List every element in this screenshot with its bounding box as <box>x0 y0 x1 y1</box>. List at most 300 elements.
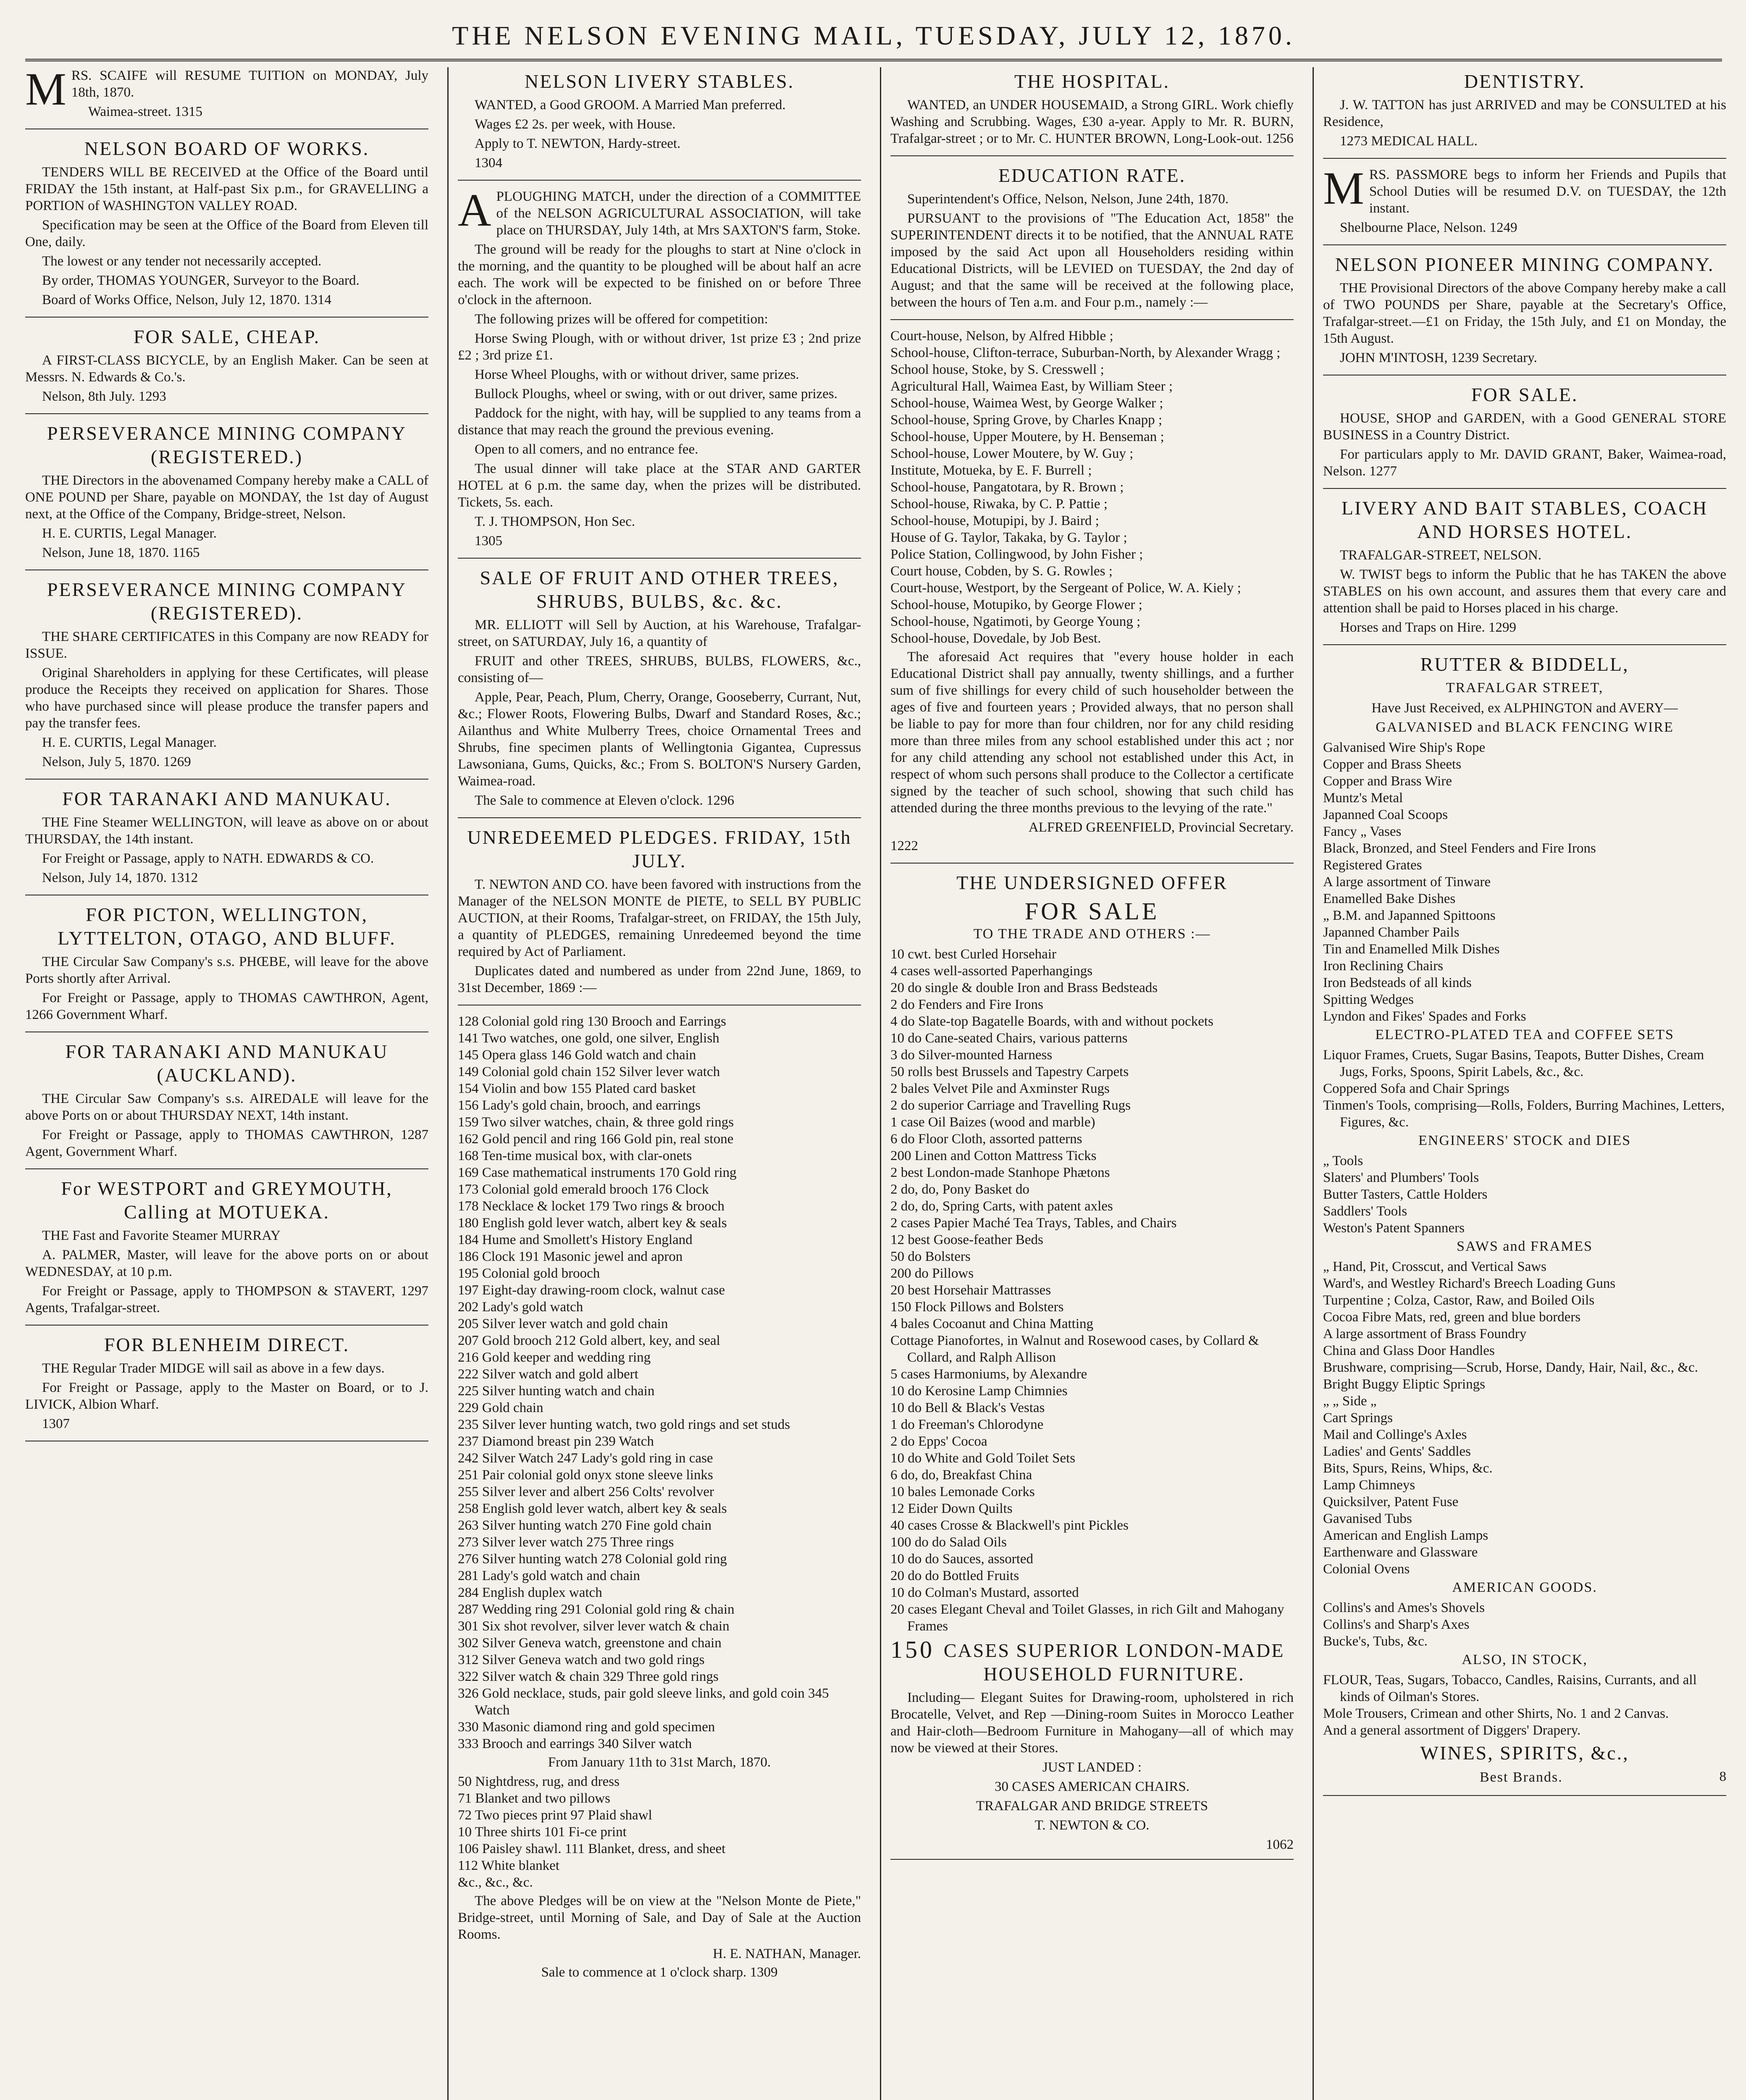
ad-paragraph: Waimea-street. 1315 <box>88 104 203 119</box>
pledge-item: 50 Nightdress, rug, and dress <box>458 1774 620 1789</box>
ad-paragraph: MRS. PASSMORE begs to inform her Friends and Pupils that School Duties will be resumed D.V. on TUESDAY, the 12th instant. <box>1323 163 1726 216</box>
ad-paragraph: THE Circular Saw Company's s.s. AIREDALE will leave for the above Ports on or about THURSDAY NEXT, 14th instant. <box>25 1091 428 1123</box>
ad-paragraph: By order, THOMAS YOUNGER, Surveyor to the Board. <box>42 273 360 288</box>
column-rule <box>880 67 881 2100</box>
offer-item: 5 cases Harmoniums, by Alexandre <box>890 1367 1087 1382</box>
ad-paragraph: For Freight or Passage, apply to THOMPSON & STAVERT, 1297 Agents, Trafalgar-street. <box>25 1284 428 1315</box>
goods-item: Fancy „ Vases <box>1323 824 1402 839</box>
ad-heading: FOR TARANAKI AND MANUKAU (AUCKLAND). <box>65 1041 389 1086</box>
ad-heading: For WESTPORT and GREYMOUTH, Calling at MOTUEKA. <box>61 1178 393 1223</box>
offer-item: 12 best Goose-feather Beds <box>890 1232 1043 1247</box>
masthead: THE NELSON EVENING MAIL, TUESDAY, JULY 12, 1870. <box>25 17 1722 61</box>
offer-item: 10 do White and Gold Toilet Sets <box>890 1451 1076 1466</box>
ad-heading: FOR BLENHEIM DIRECT. <box>104 1334 350 1355</box>
advertisement <box>458 184 861 559</box>
ad-paragraph: Wages £2 2s. per week, with House. <box>475 117 676 132</box>
goods-list <box>1323 1599 1726 1650</box>
offer-subtitle: TO THE TRADE AND OTHERS :— <box>973 926 1211 942</box>
school-item: School-house, Lower Moutere, by W. Guy ; <box>890 446 1134 461</box>
ad-paragraph: Horse Swing Plough, with or without driver, 1st prize £3 ; 2nd prize £2 ; 3rd prize £1. <box>458 331 861 363</box>
goods-item: Galvanised Wire Ship's Rope <box>1323 740 1486 755</box>
school-item: Court house, Cobden, by S. G. Rowles ; <box>890 564 1113 579</box>
offer-item: 2 do, do, Pony Basket do <box>890 1182 1029 1197</box>
goods-item: Tinmen's Tools, comprising—Rolls, Folders, Burring Machines, Letters, Figures, &c. <box>1323 1098 1725 1130</box>
goods-heading: ELECTRO-PLATED TEA and COFFEE SETS <box>1375 1027 1674 1042</box>
offer-title: THE UNDERSIGNED OFFER <box>956 872 1228 893</box>
goods-heading: SAWS and FRAMES <box>1457 1239 1593 1254</box>
goods-item: Muntz's Metal <box>1323 790 1403 806</box>
ad-paragraph: TRAFALGAR-STREET, NELSON. <box>1340 548 1542 563</box>
ad-paragraph: THE Fine Steamer WELLINGTON, will leave as above on or about THURSDAY, the 14th instant. <box>25 815 428 847</box>
ad-paragraph: For Freight or Passage, apply to THOMAS CAWTHRON, Agent, 1266 Government Wharf. <box>25 990 428 1022</box>
goods-item: Black, Bronzed, and Steel Fenders and Fire Irons <box>1323 841 1596 856</box>
offer-item: 10 cwt. best Curled Horsehair <box>890 947 1056 962</box>
goods-item: Iron Reclining Chairs <box>1323 958 1443 974</box>
ad-paragraph: MR. ELLIOTT will Sell by Auction, at his Warehouse, Trafalgar-street, on SATURDAY, July 16, a quantity of <box>458 617 861 649</box>
goods-item: Iron Bedsteads of all kinds <box>1323 975 1472 990</box>
pledge-item: 255 Silver lever and albert 256 Colts' revolver <box>458 1484 714 1499</box>
ad-paragraph: Nelson, June 18, 1870. 1165 <box>42 545 200 560</box>
education-tail <box>890 648 1294 864</box>
goods-item: Japanned Chamber Pails <box>1323 925 1460 940</box>
ad-paragraph: Specification may be seen at the Office of the Board from Eleven till One, daily. <box>25 218 428 249</box>
ad-heading: NELSON BOARD OF WORKS. <box>84 138 370 159</box>
pledge-item: 273 Silver lever watch 275 Three rings <box>458 1535 674 1550</box>
offer-item: 4 bales Cocoanut and China Matting <box>890 1316 1093 1331</box>
ad-paragraph: H. E. CURTIS, Legal Manager. <box>42 526 217 541</box>
ad-paragraph: T. NEWTON AND CO. have been favored with instructions from the Manager of the NELSON MONTE de PIETE, to SELL BY PUBLIC AUCTION, at their Rooms, Trafalgar-street, on FRIDAY, the 15th July, a quantity of PLEDGES, remaining Unredeemed beyond the time required by Act of Parliament. <box>458 877 861 959</box>
ad-paragraph: THE SHARE CERTIFICATES in this Company are now READY for ISSUE. <box>25 629 428 661</box>
school-item: School-house, Ngatimoti, by George Young ; <box>890 614 1141 629</box>
goods-item: Collins's and Sharp's Axes <box>1323 1617 1470 1632</box>
best-brands: Best Brands. <box>1479 1769 1563 1785</box>
ad-heading: FOR TARANAKI AND MANUKAU. <box>62 788 391 809</box>
goods-item: Mail and Collinge's Axles <box>1323 1427 1467 1442</box>
ad-paragraph: Duplicates dated and numbered as under from 22nd June, 1869, to 31st December, 1869 :— <box>458 963 861 995</box>
offer-item: 10 do Kerosine Lamp Chimnies <box>890 1383 1068 1399</box>
school-item: School-house, Clifton-terrace, Suburban-North, by Alexander Wragg ; <box>890 345 1281 360</box>
offer-item: 20 best Horsehair Mattrasses <box>890 1283 1051 1298</box>
ad-paragraph: 1307 <box>42 1416 70 1431</box>
advertisement <box>1323 163 1726 245</box>
ad-paragraph: TENDERS WILL BE RECEIVED at the Office of the Board until FRIDAY the 15th instant, at Half-past Six p.m., for GRAVELLING a PORTION of WASHINGTON VALLEY ROAD. <box>25 165 428 213</box>
pledge-item: 330 Masonic diamond ring and gold specimen <box>458 1719 715 1735</box>
rutter-ad <box>1323 653 1726 1796</box>
goods-item: And a general assortment of Diggers' Drapery. <box>1323 1723 1581 1738</box>
pledge-item: 281 Lady's gold watch and chain <box>458 1568 640 1583</box>
advertisement <box>890 70 1294 156</box>
offer-item: 10 do Bell & Black's Vestas <box>890 1400 1045 1415</box>
offer-item: Cottage Pianofortes, in Walnut and Rosewood cases, by Collard & Collard, and Ralph Allison <box>890 1333 1259 1365</box>
offer-item: 6 do, do, Breakfast China <box>890 1467 1032 1483</box>
goods-item: Japanned Coal Scoops <box>1323 807 1448 822</box>
rutter-intro: Have Just Received, ex ALPHINGTON and AVERY— <box>1371 701 1678 716</box>
goods-item: Cart Springs <box>1323 1410 1393 1425</box>
pledge-item: 322 Silver watch & chain 329 Three gold rings <box>458 1669 719 1684</box>
goods-item: Lyndon and Fikes' Spades and Forks <box>1323 1009 1526 1024</box>
goods-item: Liquor Frames, Cruets, Sugar Basins, Teapots, Butter Dishes, Cream Jugs, Forks, Spoons, Spirit Labels, &c., &c. <box>1323 1047 1704 1079</box>
goods-item: Enamelled Bake Dishes <box>1323 891 1456 906</box>
ad-paragraph: Nelson, July 14, 1870. 1312 <box>42 870 198 885</box>
advertisement <box>1323 383 1726 489</box>
offer-streets: TRAFALGAR AND BRIDGE STREETS <box>976 1798 1208 1814</box>
goods-item: Registered Grates <box>1323 858 1422 873</box>
pledge-item: 71 Blanket and two pillows <box>458 1791 610 1806</box>
pledge-item: 237 Diamond breast pin 239 Watch <box>458 1434 654 1449</box>
offer-item: 10 bales Lemonade Corks <box>890 1484 1035 1499</box>
goods-item: Cocoa Fibre Mats, red, green and blue borders <box>1323 1310 1581 1325</box>
pledge-item: 242 Silver Watch 247 Lady's gold ring in case <box>458 1451 713 1466</box>
pledge-item: 10 Three shirts 101 Fi-ce print <box>458 1824 627 1840</box>
pledge-list <box>458 1013 861 1752</box>
goods-list <box>1323 1152 1726 1236</box>
pledge-list-2 <box>458 1773 861 1891</box>
pledge-item: 287 Wedding ring 291 Colonial gold ring & chain <box>458 1602 735 1617</box>
school-item: School house, Stoke, by S. Cresswell ; <box>890 362 1104 377</box>
goods-item: Collins's and Ames's Shovels <box>1323 1600 1485 1615</box>
ad-paragraph: HOUSE, SHOP and GARDEN, with a Good GENERAL STORE BUSINESS in a Country District. <box>1323 411 1726 443</box>
advertisement <box>890 164 1294 320</box>
pledge-item: 112 White blanket <box>458 1858 559 1873</box>
goods-item: FLOUR, Teas, Sugars, Tobacco, Candles, Raisins, Currants, and all kinds of Oilman's Stores. <box>1323 1672 1697 1704</box>
ad-heading: UNREDEEMED PLEDGES. FRIDAY, 15th JULY. <box>467 827 852 872</box>
offer-item: 10 do Colman's Mustard, assorted <box>890 1585 1079 1600</box>
offer-item: 150 Flock Pillows and Bolsters <box>890 1299 1064 1315</box>
ad-paragraph: Nelson, July 5, 1870. 1269 <box>42 754 191 769</box>
ad-paragraph: THE Fast and Favorite Steamer MURRAY <box>42 1228 281 1243</box>
pledge-item: 326 Gold necklace, studs, pair gold sleeve links, and gold coin 345 Watch <box>458 1686 829 1718</box>
ad-paragraph: For Freight or Passage, apply to the Master on Board, or to J. LIVICK, Albion Wharf. <box>25 1380 428 1412</box>
ad-paragraph: Bullock Ploughs, wheel or swing, with or out driver, same prizes. <box>475 386 838 402</box>
pledge-item: 156 Lady's gold chain, brooch, and earrings <box>458 1098 701 1113</box>
goods-item: „ B.M. and Japanned Spittoons <box>1323 908 1496 923</box>
pledge-range: From January 11th to 31st March, 1870. <box>548 1755 771 1770</box>
goods-item: Weston's Patent Spanners <box>1323 1221 1465 1236</box>
ad-paragraph: W. TWIST begs to inform the Public that he has TAKEN the above STABLES on his own account, and assures them that every care and attention shall be paid to Horses placed in his charge. <box>1323 567 1726 616</box>
ad-paragraph: WANTED, an UNDER HOUSEMAID, a Strong GIRL. Work chiefly Washing and Scrubbing. Wages, £30 a-year. Apply to Mr. R. BURN, Trafalgar-street ; or to Mr. C. HUNTER BROWN, Long-Look-out. 1256 <box>890 97 1294 146</box>
ad-heading: PERSEVERANCE MINING COMPANY (REGISTERED). <box>47 579 407 624</box>
goods-item: Butter Tasters, Cattle Holders <box>1323 1187 1488 1202</box>
offer-for-sale: FOR SALE <box>1024 898 1160 925</box>
advertisement <box>25 325 428 414</box>
ad-heading: PERSEVERANCE MINING COMPANY (REGISTERED.) <box>47 423 407 467</box>
goods-item: Turpentine ; Colza, Castor, Raw, and Boiled Oils <box>1323 1293 1595 1308</box>
ad-paragraph: The lowest or any tender not necessarily accepted. <box>42 254 322 269</box>
school-item: School-house, Motupipi, by J. Baird ; <box>890 513 1099 528</box>
pledge-item: 180 English gold lever watch, albert key & seals <box>458 1215 727 1231</box>
ad-paragraph: 1305 <box>475 533 502 549</box>
offer-item: 200 Linen and Cotton Mattress Ticks <box>890 1148 1097 1163</box>
ad-paragraph: 1273 MEDICAL HALL. <box>1340 134 1478 149</box>
ad-paragraph: A. PALMER, Master, will leave for the above ports on or about WEDNESDAY, at 10 p.m. <box>25 1247 428 1279</box>
rutter-number: 8 <box>1719 1769 1726 1784</box>
goods-item: Bits, Spurs, Reins, Whips, &c. <box>1323 1461 1493 1476</box>
advertisement <box>1323 496 1726 645</box>
goods-item: A large assortment of Tinware <box>1323 874 1491 890</box>
offer-item: 2 do Epps' Cocoa <box>890 1434 987 1449</box>
pledge-item: 159 Two silver watches, chain, & three gold rings <box>458 1115 734 1130</box>
offer-item: 50 do Bolsters <box>890 1249 971 1264</box>
offer-item: 4 cases well-assorted Paperhangings <box>890 963 1093 979</box>
pledge-item: 251 Pair colonial gold onyx stone sleeve links <box>458 1467 713 1483</box>
school-item: School-house, Dovedale, by Job Best. <box>890 631 1101 646</box>
ad-paragraph: JOHN M'INTOSH, 1239 Secretary. <box>1340 350 1537 365</box>
offer-item: 1 case Oil Baizes (wood and marble) <box>890 1115 1095 1130</box>
ad-paragraph: Original Shareholders in applying for these Certificates, will please produce the Receipts they received on application for Shares. Those who have purchased since will please produce the transfer papers and pay the transfer fees. <box>25 665 428 731</box>
ad-paragraph: 1304 <box>475 155 502 171</box>
goods-item: Earthenware and Glassware <box>1323 1545 1478 1560</box>
pledge-item: 169 Case mathematical instruments 170 Gold ring <box>458 1165 737 1180</box>
goods-item: „ „ Side „ <box>1323 1394 1377 1409</box>
pledge-notice: The above Pledges will be on view at the "Nelson Monte de Piete," Bridge-street, until Morning of Sale, and Day of Sale at the Auction Rooms. <box>458 1893 861 1942</box>
pledge-signature: H. E. NATHAN, Manager. <box>713 1946 861 1961</box>
ad-heading: FOR SALE, CHEAP. <box>133 326 320 347</box>
ad-paragraph: MRS. SCAIFE will RESUME TUITION on MONDAY, July 18th, 1870. <box>25 67 428 115</box>
ad-paragraph: Open to all comers, and no entrance fee. <box>475 442 698 457</box>
wines-footer <box>1323 1768 1726 1789</box>
school-item: School-house, Spring Grove, by Charles Knapp ; <box>890 412 1163 428</box>
offer-item: 2 do, do, Spring Carts, with patent axles <box>890 1199 1113 1214</box>
goods-item: Copper and Brass Sheets <box>1323 757 1462 772</box>
column-rule <box>447 67 449 2100</box>
goods-list <box>1323 1672 1726 1739</box>
advertisement <box>458 70 861 181</box>
goods-item: Brushware, comprising—Scrub, Horse, Dandy, Hair, Nail, &c., &c. <box>1323 1360 1698 1375</box>
column-4 <box>1323 67 1726 2100</box>
pledge-item: 128 Colonial gold ring 130 Brooch and Earrings <box>458 1014 726 1029</box>
american-chairs: 30 CASES AMERICAN CHAIRS. <box>995 1779 1189 1794</box>
advertisement <box>25 137 428 318</box>
offer-item: 200 do Pillows <box>890 1266 974 1281</box>
ad-paragraph: Horse Wheel Ploughs, with or without driver, same prizes. <box>475 367 799 382</box>
offer-number: 1062 <box>1266 1837 1294 1852</box>
pledge-item: 222 Silver watch and gold albert <box>458 1367 638 1382</box>
ad-paragraph: Horses and Traps on Hire. 1299 <box>1340 620 1516 635</box>
goods-item: Mole Trousers, Crimean and other Shirts, No. 1 and 2 Canvas. <box>1323 1706 1669 1721</box>
rutter-title: RUTTER & BIDDELL, <box>1420 654 1629 675</box>
advertisement <box>25 903 428 1032</box>
offer-item: 1 do Freeman's Chlorodyne <box>890 1417 1044 1432</box>
wines-heading: WINES, SPIRITS, &c., <box>1420 1742 1629 1764</box>
education-text: The aforesaid Act requires that "every house holder in each Educational District shall pay annually, twenty shillings, and a further sum of five shillings for every child of such householder between the ages of five and fourteen years ; Provided always, that no person shall be liable to pay for more than four children, nor for any child residing more than three miles from any school established under this act ; nor for any child attending any school not established under this Act, in respect of whom such persons shall produce to the Collector a certificate signed by the teacher of such school, showing that such child has attended during the three months previous to the levying of the rate." <box>890 649 1294 816</box>
advertisement <box>25 787 428 895</box>
offer-item: 10 do do Sauces, assorted <box>890 1551 1034 1567</box>
school-item: School-house, Upper Moutere, by H. Benseman ; <box>890 429 1164 444</box>
column-2 <box>458 67 861 2100</box>
school-item: Police Station, Collingwood, by John Fisher ; <box>890 547 1143 562</box>
pledge-item: 302 Silver Geneva watch, greenstone and chain <box>458 1635 722 1651</box>
offer-ad <box>890 871 1294 1860</box>
ad-paragraph: THE Directors in the abovenamed Company hereby make a CALL of ONE POUND per Share, payable on MONDAY, the 1st day of August next, at the Office of the Company, Bridge-street, Nelson. <box>25 473 428 522</box>
offer-item: 2 best London-made Stanhope Phætons <box>890 1165 1110 1180</box>
ad-paragraph: For Freight or Passage, apply to NATH. EDWARDS & CO. <box>42 851 374 866</box>
ad-heading: SALE OF FRUIT AND OTHER TREES, SHRUBS, BULBS, &c. &c. <box>480 567 839 612</box>
newspaper-page <box>25 17 1726 2100</box>
goods-item: Tin and Enamelled Milk Dishes <box>1323 942 1500 957</box>
goods-heading: ENGINEERS' STOCK and DIES <box>1418 1133 1631 1148</box>
pledge-item: 149 Colonial gold chain 152 Silver lever watch <box>458 1064 720 1079</box>
goods-item: Bucke's, Tubs, &c. <box>1323 1634 1428 1649</box>
advertisement <box>1323 253 1726 375</box>
goods-item: Bright Buggy Eliptic Springs <box>1323 1377 1485 1392</box>
offer-list <box>890 946 1294 1635</box>
furniture-block <box>890 1636 1294 1689</box>
school-item: School-house, Waimea West, by George Walker ; <box>890 396 1163 411</box>
ad-heading: EDUCATION RATE. <box>998 165 1186 186</box>
ad-paragraph: T. J. THOMPSON, Hon Sec. <box>475 514 635 529</box>
pledge-item: 168 Ten-time musical box, with clar-onets <box>458 1148 692 1163</box>
offer-item: 2 do superior Carriage and Travelling Rugs <box>890 1098 1131 1113</box>
ad-paragraph: THE Circular Saw Company's s.s. PHŒBE, will leave for the above Ports shortly after Arrival. <box>25 954 428 986</box>
rutter-street: TRAFALGAR STREET, <box>1446 680 1604 696</box>
ad-paragraph: Nelson, 8th July. 1293 <box>42 389 166 404</box>
advertisement <box>25 1177 428 1326</box>
goods-item: Copper and Brass Wire <box>1323 774 1452 789</box>
goods-list <box>1323 739 1726 1025</box>
goods-item: China and Glass Door Handles <box>1323 1343 1495 1358</box>
ad-paragraph: Board of Works Office, Nelson, July 12, 1870. 1314 <box>42 292 332 307</box>
ad-paragraph: PURSUANT to the provisions of "The Education Act, 1858" the SUPERINTENDENT directs it to be notified, that the ANNUAL RATE imposed by the said Act upon all Householders residing within Educational Districts, will be LEVIED on TUESDAY, the 2nd day of August; and that the same will be received at the following place, between the hours of Ten a.m. and Four p.m., namely :— <box>890 211 1294 310</box>
goods-item: „ Hand, Pit, Crosscut, and Vertical Saws <box>1323 1259 1546 1274</box>
goods-item: Slaters' and Plumbers' Tools <box>1323 1170 1479 1185</box>
pledge-item: 207 Gold brooch 212 Gold albert, key, and seal <box>458 1333 720 1348</box>
advertisement <box>25 422 428 570</box>
just-landed: JUST LANDED : <box>1042 1760 1142 1775</box>
goods-heading: GALVANISED and BLACK FENCING WIRE <box>1376 719 1674 735</box>
offer-item: 20 do single & double Iron and Brass Bedsteads <box>890 980 1158 995</box>
ad-paragraph: Apply to T. NEWTON, Hardy-street. <box>475 136 681 151</box>
furniture-heading: CASES SUPERIOR LONDON-MADE HOUSEHOLD FURNITURE. <box>943 1640 1285 1685</box>
ad-paragraph: The usual dinner will take place at the STAR AND GARTER HOTEL at 6 p.m. the same day, when the prizes will be distributed. Tickets, 5s. each. <box>458 461 861 510</box>
pledge-item: 202 Lady's gold watch <box>458 1299 583 1315</box>
goods-item: Coppered Sofa and Chair Springs <box>1323 1081 1510 1096</box>
school-item: Court-house, Westport, by the Sergeant of Police, W. A. Kiely ; <box>890 580 1241 596</box>
pledge-item: 333 Brooch and earrings 340 Silver watch <box>458 1736 692 1751</box>
advertisement <box>1323 70 1726 159</box>
ad-paragraph: Shelbourne Place, Nelson. 1249 <box>1340 220 1518 235</box>
ad-heading: NELSON PIONEER MINING COMPANY. <box>1335 254 1714 275</box>
column-rule <box>1313 67 1314 2100</box>
pledge-item: 72 Two pieces print 97 Plaid shawl <box>458 1808 652 1823</box>
offer-item: 40 cases Crosse & Blackwell's pint Pickles <box>890 1518 1129 1533</box>
ad-paragraph: THE Regular Trader MIDGE will sail as above in a few days. <box>42 1361 385 1376</box>
ad-heading: FOR PICTON, WELLINGTON, LYTTELTON, OTAGO, AND BLUFF. <box>58 904 396 949</box>
pledge-item: 229 Gold chain <box>458 1400 543 1415</box>
pledge-item: 195 Colonial gold brooch <box>458 1266 600 1281</box>
ad-heading: FOR SALE. <box>1471 384 1578 405</box>
goods-item: Ladies' and Gents' Saddles <box>1323 1444 1471 1459</box>
ad-paragraph: APLOUGHING MATCH, under the direction of a COMMITTEE of the NELSON AGRICULTURAL ASSOCIATION, will take place on THURSDAY, July 14th, at Mrs SAXTON'S farm, Stoke. <box>458 184 861 238</box>
ad-heading: DENTISTRY. <box>1464 71 1586 92</box>
goods-item: Colonial Ovens <box>1323 1562 1410 1577</box>
pledge-item: 178 Necklace & locket 179 Two rings & brooch <box>458 1199 725 1214</box>
ad-heading: NELSON LIVERY STABLES. <box>524 71 794 92</box>
ad-paragraph: For particulars apply to Mr. DAVID GRANT, Baker, Waimea-road, Nelson. 1277 <box>1323 447 1726 479</box>
rutter-groups <box>1323 719 1726 1739</box>
offer-item: 50 rolls best Brussels and Tapestry Carpets <box>890 1064 1129 1079</box>
ad-heading: LIVERY AND BAIT STABLES, COACH AND HORSES HOTEL. <box>1341 497 1708 542</box>
pledge-item: 106 Paisley shawl. 111 Blanket, dress, and sheet <box>458 1841 726 1856</box>
furniture-count: 150 <box>890 1636 935 1663</box>
advertisement <box>25 578 428 780</box>
goods-list <box>1323 1258 1726 1578</box>
ad-paragraph: WANTED, a Good GROOM. A Married Man preferred. <box>475 97 786 113</box>
education-signature: ALFRED GREENFIELD, Provincial Secretary. <box>1028 820 1294 835</box>
offer-item: 10 do Cane-seated Chairs, various patterns <box>890 1031 1128 1046</box>
school-item: School-house, Motupiko, by George Flower ; <box>890 597 1142 612</box>
ad-heading: THE HOSPITAL. <box>1014 71 1170 92</box>
pledge-item: 225 Silver hunting watch and chain <box>458 1383 655 1399</box>
goods-item: Lamp Chimneys <box>1323 1478 1415 1493</box>
goods-item: A large assortment of Brass Foundry <box>1323 1326 1527 1341</box>
column-3 <box>890 67 1294 2100</box>
goods-item: Saddlers' Tools <box>1323 1204 1407 1219</box>
school-item: Agricultural Hall, Waimea East, by William Steer ; <box>890 379 1173 394</box>
goods-heading: AMERICAN GOODS. <box>1452 1580 1597 1595</box>
pledge-item: 263 Silver hunting watch 270 Fine gold chain <box>458 1518 712 1533</box>
ad-paragraph: Apple, Pear, Peach, Plum, Cherry, Orange, Gooseberry, Currant, Nut, &c.; Flower Roots, Flowering Bulbs, Dwarf and Standard Roses, &c.; Ailanthus and White Mulberry Trees, choice Ornamental Trees and Shrubs, fine specimen plants of Wellingtonia Gigantea, Cupressus Lawsoniana, Gums, Quicks, &c.; From S. BOLTON'S Nursery Garden, Waimea-road. <box>458 690 861 789</box>
pledge-item: 312 Silver Geneva watch and two gold rings <box>458 1652 705 1667</box>
school-item: School-house, Riwaka, by C. P. Pattie ; <box>890 496 1108 512</box>
ad-paragraph: The Sale to commence at Eleven o'clock. 1296 <box>475 793 735 808</box>
columns <box>25 67 1726 2100</box>
school-item: Institute, Motueka, by E. F. Burrell ; <box>890 463 1092 478</box>
offer-item: 2 cases Papier Maché Tea Trays, Tables, and Chairs <box>890 1215 1177 1231</box>
goods-item: Gavanised Tubs <box>1323 1511 1412 1526</box>
ad-paragraph: A FIRST-CLASS BICYCLE, by an English Maker. Can be seen at Messrs. N. Edwards & Co.'s. <box>25 353 428 385</box>
goods-item: Ward's, and Westley Richard's Breech Loading Guns <box>1323 1276 1616 1291</box>
pledge-item: 162 Gold pencil and ring 166 Gold pin, real stone <box>458 1131 734 1147</box>
education-number: 1222 <box>890 838 918 853</box>
ad-paragraph: FRUIT and other TREES, SHRUBS, BULBS, FLOWERS, &c., consisting of— <box>458 654 861 685</box>
pledge-item: 216 Gold keeper and wedding ring <box>458 1350 651 1365</box>
offer-item: 4 do Slate-top Bagatelle Boards, with and without pockets <box>890 1014 1213 1029</box>
pledge-item: 154 Violin and bow 155 Plated card basket <box>458 1081 696 1096</box>
advertisement <box>25 1040 428 1169</box>
pledge-item: 284 English duplex watch <box>458 1585 602 1600</box>
pledge-item: 276 Silver hunting watch 278 Colonial gold ring <box>458 1551 727 1567</box>
offer-firm: T. NEWTON & CO. <box>1034 1818 1150 1833</box>
furniture-text: Including— Elegant Suites for Drawing-room, upholstered in rich Brocatelle, Velvet, and Rep —Dining-room Suites in Morocco Leather and Hair-cloth—Bedroom Furniture in Mahogany—all of which may now be viewed at their Stores. <box>890 1690 1294 1756</box>
pledge-item: 258 English gold lever watch, albert key & seals <box>458 1501 727 1516</box>
column-1 <box>25 67 428 2100</box>
ad-paragraph: J. W. TATTON has just ARRIVED and may be CONSULTED at his Residence, <box>1323 97 1726 129</box>
ad-paragraph: Paddock for the night, with hay, will be supplied to any teams from a distance that may reach the ground the previous evening. <box>458 406 861 438</box>
goods-list <box>1323 1047 1726 1131</box>
offer-item: 2 bales Velvet Pile and Axminster Rugs <box>890 1081 1110 1096</box>
offer-item: 6 do Floor Cloth, assorted patterns <box>890 1131 1082 1147</box>
school-item: Court-house, Nelson, by Alfred Hibble ; <box>890 328 1113 344</box>
pledge-item: 186 Clock 191 Masonic jewel and apron <box>458 1249 683 1264</box>
school-item: School-house, Pangatotara, by R. Brown ; <box>890 480 1124 495</box>
goods-item: Spitting Wedges <box>1323 992 1414 1007</box>
ad-paragraph: The following prizes will be offered for competition: <box>475 312 768 327</box>
pledge-item: 197 Eight-day drawing-room clock, walnut case <box>458 1283 725 1298</box>
offer-item: 3 do Silver-mounted Harness <box>890 1047 1053 1063</box>
ad-paragraph: For Freight or Passage, apply to THOMAS CAWTHRON, 1287 Agent, Government Wharf. <box>25 1127 428 1159</box>
offer-item: 100 do do Salad Oils <box>890 1535 1007 1550</box>
offer-item: 20 cases Elegant Cheval and Toilet Glasses, in rich Gilt and Mahogany Frames <box>890 1602 1284 1634</box>
pledge-item: 141 Two watches, one gold, one silver, English <box>458 1031 719 1046</box>
pledge-item: 145 Opera glass 146 Gold watch and chain <box>458 1047 696 1063</box>
goods-item: American and English Lamps <box>1323 1528 1489 1543</box>
school-list <box>890 328 1294 647</box>
goods-item: „ Tools <box>1323 1153 1363 1168</box>
pledge-item: 301 Six shot revolver, silver lever watch & chain <box>458 1619 730 1634</box>
ad-paragraph: THE Provisional Directors of the above Company hereby make a call of TWO POUNDS per Share, payable at the Secretary's Office, Trafalgar-street.—£1 on Friday, the 15th July, and £1 on Monday, the 15th August. <box>1323 281 1726 346</box>
advertisement <box>458 826 861 1005</box>
advertisement <box>25 1333 428 1441</box>
